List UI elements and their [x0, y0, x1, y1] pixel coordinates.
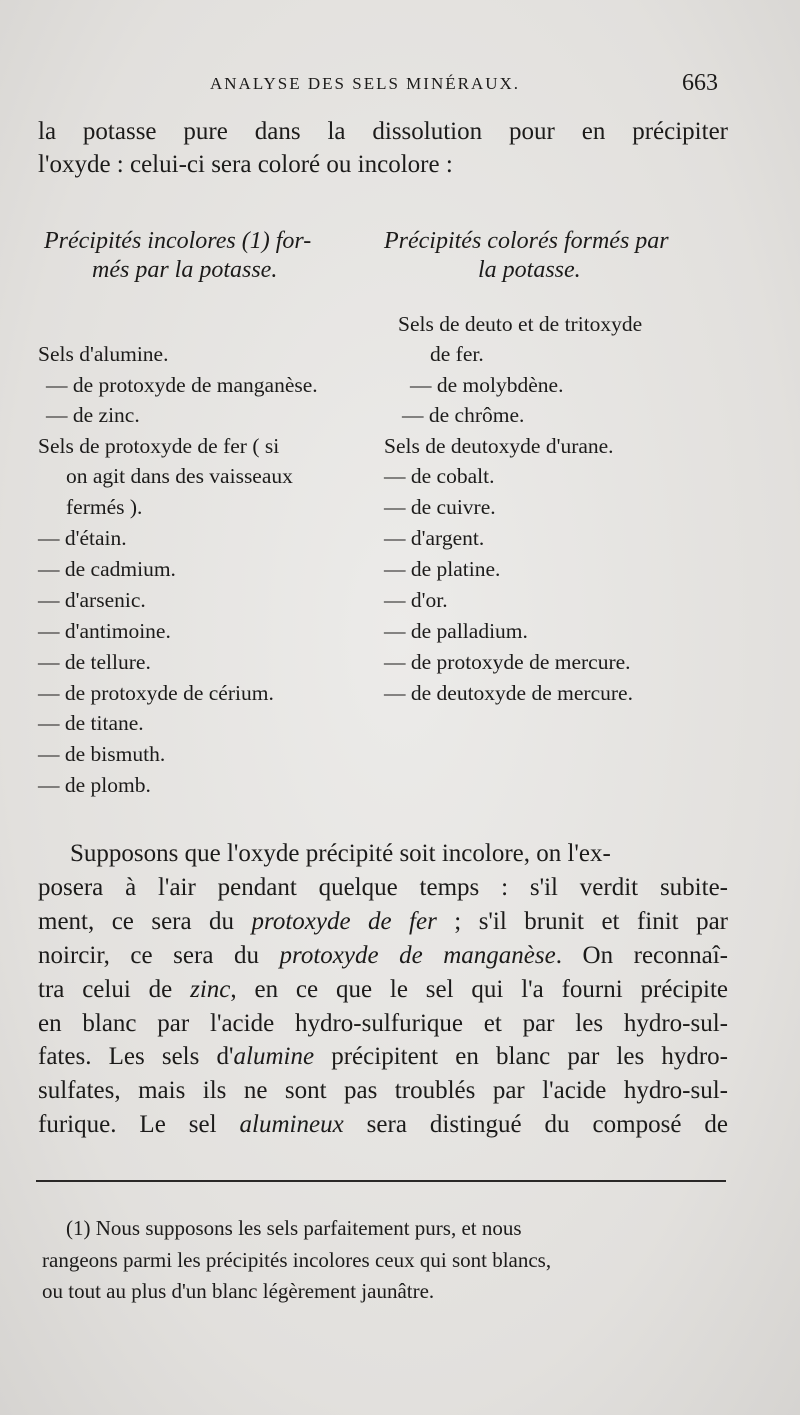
page-number: 663 [682, 70, 718, 96]
right-list-item: — de protoxyde de mercure. [384, 650, 631, 674]
right-column-heading-2: la potasse. [478, 257, 581, 283]
left-list-item: on agit dans des vaisseaux [66, 464, 293, 488]
left-list-item: — de plomb. [38, 773, 151, 797]
left-list-item: — de titane. [38, 711, 144, 735]
right-list-item: — de palladium. [384, 619, 528, 643]
paragraph-line-2: posera à l'air pendant quelque temps : s'il verdit subite- [38, 874, 728, 901]
right-column-heading-1: Précipités colorés formés par [384, 228, 669, 254]
right-list-item: — de cuivre. [384, 495, 496, 519]
left-list-item: — d'antimoine. [38, 619, 171, 643]
running-title: ANALYSE DES SELS MINÉRAUX. [210, 74, 521, 93]
right-list-item: Sels de deutoxyde d'urane. [384, 434, 614, 458]
left-list-item: fermés ). [66, 495, 143, 519]
left-list-item: — d'arsenic. [38, 588, 146, 612]
right-list-item: — d'argent. [384, 526, 485, 550]
paragraph-line-7: fates. Les sels d'alumine précipitent en blanc par les hydro- [38, 1043, 729, 1070]
footnote-line-2: rangeons parmi les précipités incolores ceux qui sont blancs, [42, 1248, 552, 1272]
intro-line-2: l'oxyde : celui-ci sera coloré ou incolore : [38, 151, 453, 178]
intro-line-1: la potasse pure dans la dissolution pour en précipiter [38, 118, 728, 145]
footnote-line-1: (1) Nous supposons les sels parfaitement purs, et nous [66, 1216, 522, 1240]
left-list-item: — de protoxyde de manganèse. [46, 373, 318, 397]
paragraph-line-5: tra celui de zinc, en ce que le sel qui l'a fourni précipite [38, 976, 728, 1003]
paragraph-line-6: en blanc par l'acide hydro-sulfurique et par les hydro-sul- [38, 1010, 728, 1037]
paragraph-line-8: sulfates, mais ils ne sont pas troublés par l'acide hydro-sul- [38, 1077, 728, 1104]
left-list-item: — de tellure. [38, 650, 151, 674]
emphasis: protoxyde de fer [251, 908, 437, 935]
right-list-item: — de platine. [384, 557, 501, 581]
left-list-item: — d'étain. [38, 526, 127, 550]
left-list-item: — de bismuth. [38, 742, 166, 766]
emphasis: alumine [233, 1043, 315, 1070]
right-list-item: — de chrôme. [402, 403, 525, 427]
right-list-item: — de deutoxyde de mercure. [384, 681, 633, 705]
right-list-item: — de molybdène. [410, 373, 564, 397]
footnote-rule [36, 1180, 726, 1182]
left-list-item: — de protoxyde de cérium. [38, 681, 274, 705]
emphasis: protoxyde de manganèse [279, 942, 556, 969]
emphasis: zinc [190, 976, 231, 1003]
left-column-heading-2: més par la potasse. [92, 257, 278, 283]
left-list-item: — de zinc. [46, 403, 140, 427]
footnote-line-3: ou tout au plus d'un blanc légèrement jaunâtre. [42, 1279, 435, 1303]
left-column-heading-1: Précipités incolores (1) for- [44, 228, 312, 254]
left-list-item: Sels de protoxyde de fer ( si [38, 434, 280, 458]
paragraph-line-9: furique. Le sel alumineux sera distingué du composé de [38, 1111, 728, 1138]
left-list-item: — de cadmium. [38, 557, 176, 581]
page-header [0, 70, 800, 104]
left-list-item: Sels d'alumine. [38, 342, 169, 366]
paragraph-line-1: Supposons que l'oxyde précipité soit incolore, on l'ex- [70, 840, 611, 867]
paragraph-line-3: ment, ce sera du protoxyde de fer ; s'il brunit et finit par [38, 908, 728, 935]
paragraph-line-4: noircir, ce sera du protoxyde de manganèse. On reconnaî- [38, 942, 728, 969]
right-list-item: — de cobalt. [384, 464, 495, 488]
right-list-item: — d'or. [384, 588, 448, 612]
right-list-item: de fer. [430, 342, 484, 366]
emphasis: alumineux [239, 1111, 344, 1138]
right-list-item: Sels de deuto et de tritoxyde [398, 312, 643, 336]
